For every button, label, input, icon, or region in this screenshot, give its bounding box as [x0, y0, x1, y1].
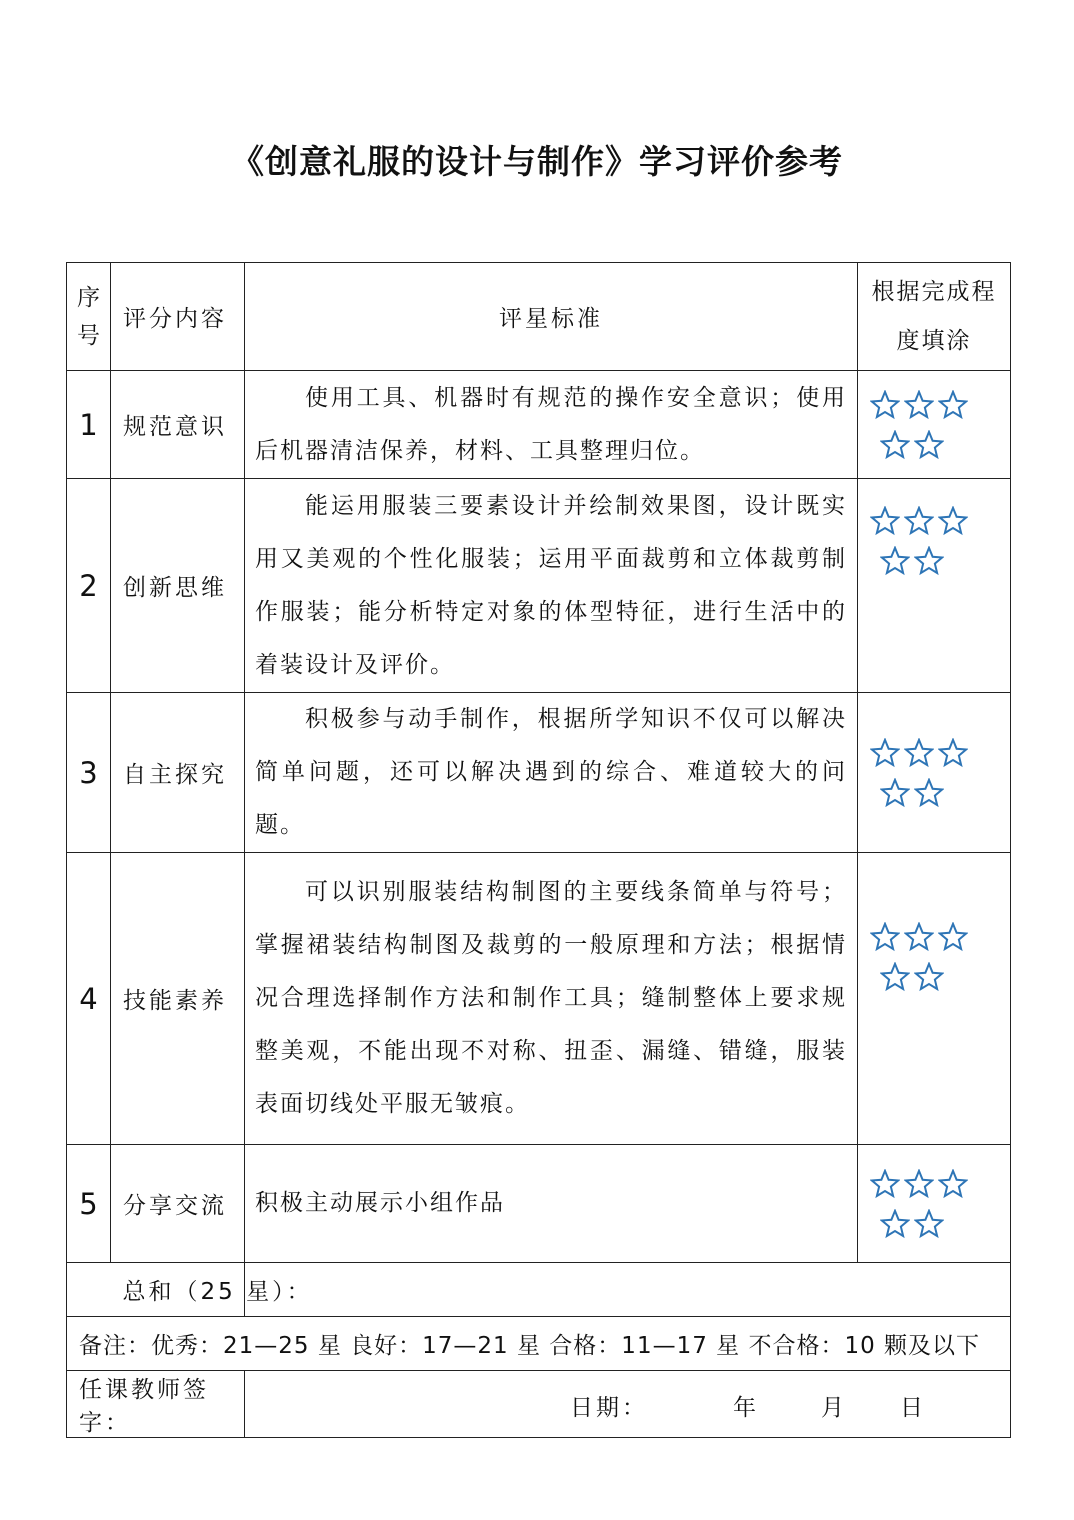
- note-row: [67, 1317, 1011, 1371]
- row-item: 分享交流: [111, 1145, 245, 1263]
- star-icon[interactable]: [870, 1169, 900, 1199]
- day-label: 日: [900, 1395, 923, 1421]
- row-item: 技能素养: [111, 853, 245, 1145]
- total-spacer: [67, 1263, 111, 1317]
- star-icon[interactable]: [914, 778, 944, 808]
- row-standard: [245, 853, 858, 1145]
- header-fill-text: 根据完成程 度填涂: [871, 278, 997, 354]
- row-number: 2: [67, 479, 111, 693]
- star-row-top: [870, 501, 1010, 541]
- star-icon[interactable]: [938, 390, 968, 420]
- row-number: 5: [67, 1145, 111, 1263]
- star-row-bottom: [870, 1204, 1010, 1244]
- total-row: [67, 1263, 1011, 1317]
- grading-note: 备注：优秀：21—25 星 良好：17—21 星 合格：11—17 星 不合格：10 颗及以下: [67, 1317, 1011, 1371]
- star-icon[interactable]: [914, 430, 944, 460]
- header-item: 评分内容: [111, 263, 245, 371]
- star-icon[interactable]: [870, 738, 900, 768]
- star-row-bottom: [870, 425, 1010, 465]
- star-icon[interactable]: [938, 1169, 968, 1199]
- row-standard-text: 可以识别服装结构制图的主要线条简单与符号；掌握裙装结构制图及裁剪的一般原理和方法；根据情况合理选择制作方法和制作工具；缝制整体上要求规整美观，不能出现不对称、扭歪、漏缝、错缝，服装表面切线处平服无皱痕。: [255, 879, 847, 1117]
- table-row: [67, 371, 1011, 479]
- total-input[interactable]: [245, 1263, 1011, 1317]
- row-item: 自主探究: [111, 693, 245, 853]
- star-icon[interactable]: [870, 390, 900, 420]
- row-item: 规范意识: [111, 371, 245, 479]
- star-icon[interactable]: [880, 962, 910, 992]
- table-row: [67, 693, 1011, 853]
- signature-date-area[interactable]: [245, 1371, 1011, 1438]
- row-number: 3: [67, 693, 111, 853]
- star-icon[interactable]: [904, 738, 934, 768]
- star-row-top: [870, 385, 1010, 425]
- evaluation-table: [66, 262, 1011, 1438]
- signature-row: [67, 1371, 1011, 1438]
- month-label: 月: [821, 1395, 844, 1421]
- star-rating[interactable]: [858, 693, 1011, 853]
- star-icon[interactable]: [880, 546, 910, 576]
- star-row-top: [870, 917, 1010, 957]
- star-icon[interactable]: [904, 506, 934, 536]
- star-icon[interactable]: [904, 922, 934, 952]
- total-label: 总和（25 星）：: [111, 1263, 245, 1317]
- star-row-bottom: [870, 541, 1010, 581]
- star-rating[interactable]: [858, 853, 1011, 1145]
- star-icon[interactable]: [904, 390, 934, 420]
- star-icon[interactable]: [938, 506, 968, 536]
- header-fill: [858, 263, 1011, 371]
- star-icon[interactable]: [880, 778, 910, 808]
- star-row-top: [870, 1164, 1010, 1204]
- table-row: [67, 479, 1011, 693]
- header-number-text: 序 号: [77, 284, 100, 349]
- star-icon[interactable]: [938, 922, 968, 952]
- table-row: [67, 853, 1011, 1145]
- star-icon[interactable]: [870, 506, 900, 536]
- row-number: 1: [67, 371, 111, 479]
- row-standard: [245, 371, 858, 479]
- star-icon[interactable]: [914, 962, 944, 992]
- signature-label: 任课教师签字：: [67, 1371, 245, 1438]
- page-title: 《创意礼服的设计与制作》学习评价参考: [231, 142, 843, 181]
- star-icon[interactable]: [870, 922, 900, 952]
- row-number: 4: [67, 853, 111, 1145]
- star-icon[interactable]: [904, 1169, 934, 1199]
- row-standard: [245, 1145, 858, 1263]
- row-standard-text: 积极参与动手制作，根据所学知识不仅可以解决简单问题，还可以解决遇到的综合、难道较大的问题。: [255, 706, 847, 838]
- star-row-bottom: [870, 773, 1010, 813]
- star-rating[interactable]: [858, 1145, 1011, 1263]
- star-rating[interactable]: [858, 479, 1011, 693]
- row-standard: [245, 693, 858, 853]
- header-number: [67, 263, 111, 371]
- star-icon[interactable]: [914, 546, 944, 576]
- star-icon[interactable]: [914, 1209, 944, 1239]
- row-standard-text: 能运用服装三要素设计并绘制效果图，设计既实用又美观的个性化服装；运用平面裁剪和立体裁剪制作服装；能分析特定对象的体型特征，进行生活中的着装设计及评价。: [255, 492, 847, 678]
- star-rating[interactable]: [858, 371, 1011, 479]
- star-row-top: [870, 733, 1010, 773]
- row-item: 创新思维: [111, 479, 245, 693]
- star-icon[interactable]: [880, 1209, 910, 1239]
- table-row: [67, 1145, 1011, 1263]
- header-standard: 评星标准: [245, 263, 858, 371]
- star-icon[interactable]: [938, 738, 968, 768]
- header-row: [67, 263, 1011, 371]
- row-standard-text: 积极主动展示小组作品: [255, 1190, 505, 1216]
- row-standard: [245, 479, 858, 693]
- star-icon[interactable]: [880, 430, 910, 460]
- star-row-bottom: [870, 957, 1010, 997]
- row-standard-text: 使用工具、机器时有规范的操作安全意识；使用后机器清洁保养，材料、工具整理归位。: [255, 384, 847, 464]
- year-label: 年: [733, 1395, 756, 1421]
- date-label: 日期：: [570, 1395, 648, 1421]
